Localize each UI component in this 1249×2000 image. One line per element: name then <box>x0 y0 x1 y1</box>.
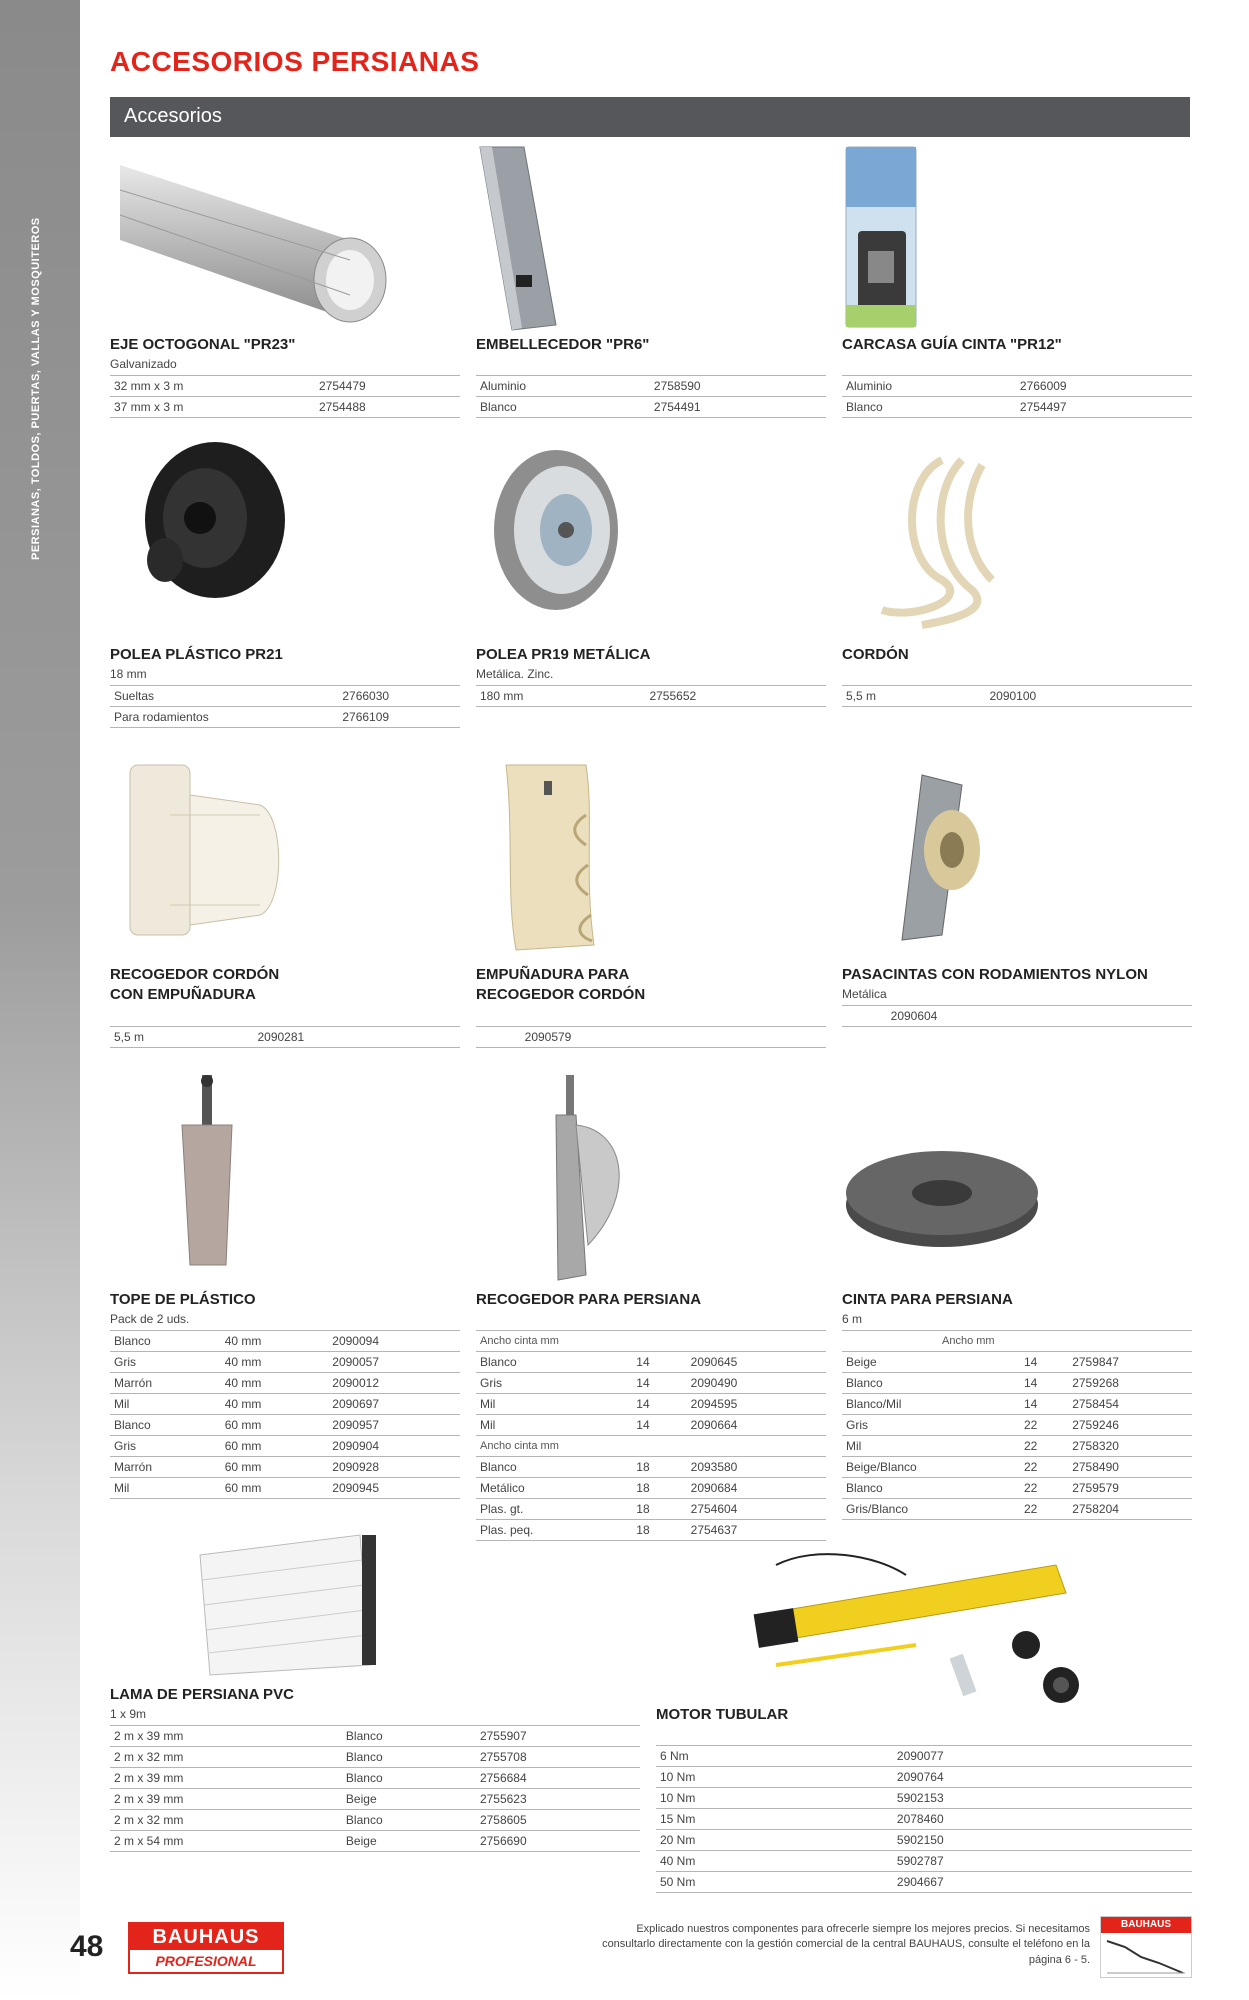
table-row <box>110 1789 640 1810</box>
cell: 2090077 <box>893 1746 1192 1767</box>
plastic-pulley-icon <box>110 440 410 645</box>
product-subtitle <box>110 1008 460 1022</box>
cell: Marrón <box>110 1457 221 1478</box>
product-name: EJE OCTOGONAL "PR23" <box>110 336 296 353</box>
strap-roll-icon <box>842 1075 1142 1290</box>
table-row <box>842 1006 1192 1027</box>
table-row <box>110 1394 460 1415</box>
table-row <box>476 686 826 707</box>
product-cordon <box>842 440 1192 707</box>
cell: 2754491 <box>650 397 826 418</box>
cell: 18 <box>632 1520 686 1541</box>
cell: Marrón <box>110 1373 221 1394</box>
cell: 40 mm <box>221 1352 329 1373</box>
table-row <box>110 1768 640 1789</box>
cell: 2 m x 39 mm <box>110 1789 342 1810</box>
product-subtitle: Metálica <box>842 987 887 1002</box>
footer-note: Explicado nuestros componentes para ofrecerle siempre los mejores precios. Si necesitamos consultarlo directamente con la gestión comercial de la central BAUHAUS, consulte el teléfono en la página 6 - 5. <box>602 1923 1090 1966</box>
cell: 18 <box>632 1457 686 1478</box>
product-embellecedor <box>476 145 826 418</box>
product-image <box>110 1075 460 1290</box>
cell: 14 <box>632 1373 686 1394</box>
cell: Gris <box>476 1373 632 1394</box>
cell: Ancho mm <box>842 1331 1192 1352</box>
product-image <box>656 1545 1192 1705</box>
cell: 2759246 <box>1068 1415 1192 1436</box>
product-polea-plastico <box>110 440 460 728</box>
cell: 2094595 <box>687 1394 826 1415</box>
product-table <box>842 1005 1192 1027</box>
table-row <box>476 1026 826 1047</box>
cell: Gris <box>842 1415 1020 1436</box>
table-row <box>476 1457 826 1478</box>
table-row <box>110 1831 640 1852</box>
table-row <box>110 1026 460 1047</box>
cell: Beige <box>342 1831 476 1852</box>
brand-logo <box>128 1922 284 1974</box>
table-row <box>476 1373 826 1394</box>
product-image <box>842 440 1192 645</box>
cell: 2754488 <box>315 397 460 418</box>
cell: 2090645 <box>687 1352 826 1373</box>
cell: 2754497 <box>1016 397 1192 418</box>
cell: 2756690 <box>476 1831 640 1852</box>
cell: Para rodamientos <box>110 707 338 728</box>
product-tope-plastico <box>110 1075 460 1499</box>
cell: 2766030 <box>338 686 460 707</box>
product-carcasa <box>842 145 1192 418</box>
product-motor-tubular <box>656 1545 1192 1893</box>
table-row <box>656 1767 1192 1788</box>
price-chart-icon <box>1101 1933 1191 1977</box>
corner-logo <box>1100 1916 1192 1978</box>
product-subtitle <box>656 1727 1192 1741</box>
cell: Sueltas <box>110 686 338 707</box>
table-row <box>110 1747 640 1768</box>
cell: 2759579 <box>1068 1478 1192 1499</box>
cell: 22 <box>1020 1457 1068 1478</box>
cell: 14 <box>632 1415 686 1436</box>
cell: 2759268 <box>1068 1373 1192 1394</box>
cell: 2090094 <box>328 1331 460 1352</box>
table-row <box>842 1373 1192 1394</box>
product-table <box>842 1330 1192 1520</box>
table-row <box>842 1478 1192 1499</box>
cell: 2090281 <box>253 1026 460 1047</box>
table-row <box>842 1415 1192 1436</box>
product-image <box>476 1075 826 1290</box>
table-row <box>656 1746 1192 1767</box>
product-empunadura <box>476 755 826 1048</box>
cell: Blanco <box>342 1747 476 1768</box>
cell: Beige <box>342 1789 476 1810</box>
product-table <box>110 685 460 728</box>
page-number: 48 <box>70 1930 104 1963</box>
cell: 2090604 <box>887 1006 1192 1027</box>
cell <box>842 1006 887 1027</box>
cell: Ancho cinta mm <box>476 1331 826 1352</box>
cell: Gris <box>110 1352 221 1373</box>
cell: 5,5 m <box>110 1026 253 1047</box>
table-row <box>842 397 1192 418</box>
table-row <box>656 1851 1192 1872</box>
cell: 2755652 <box>645 686 826 707</box>
cell: 22 <box>1020 1415 1068 1436</box>
product-table <box>110 1725 640 1852</box>
table-row <box>476 397 826 418</box>
cell: 15 Nm <box>656 1809 893 1830</box>
cell: 60 mm <box>221 1478 329 1499</box>
product-name: POLEA PR19 METÁLICA <box>476 646 651 663</box>
product-subtitle <box>476 1008 826 1022</box>
product-table <box>110 1026 460 1048</box>
product-table <box>842 375 1192 418</box>
cell: 14 <box>1020 1352 1068 1373</box>
cell: 2090764 <box>893 1767 1192 1788</box>
cell: 10 Nm <box>656 1767 893 1788</box>
table-row <box>476 1352 826 1373</box>
cell: 2 m x 32 mm <box>110 1747 342 1768</box>
product-subtitle: Galvanizado <box>110 357 177 372</box>
cell: 22 <box>1020 1436 1068 1457</box>
cell: 10 Nm <box>656 1788 893 1809</box>
table-row <box>476 1499 826 1520</box>
cell: 22 <box>1020 1499 1068 1520</box>
cell: Beige <box>842 1352 1020 1373</box>
table-row <box>842 686 1192 707</box>
page-title: ACCESORIOS PERSIANAS <box>110 46 480 77</box>
cell: Blanco <box>110 1331 221 1352</box>
product-image <box>842 1075 1192 1290</box>
cell: 60 mm <box>221 1457 329 1478</box>
section-header <box>110 97 1190 137</box>
cell: Aluminio <box>842 376 1016 397</box>
product-table <box>110 375 460 418</box>
table-header <box>842 1331 1192 1352</box>
cell: 2090100 <box>985 686 1192 707</box>
cell: 2766009 <box>1016 376 1192 397</box>
cell: 2758204 <box>1068 1499 1192 1520</box>
table-row <box>842 1499 1192 1520</box>
strap-winder-icon <box>476 1075 776 1290</box>
product-name: EMPUÑADURA PARA RECOGEDOR CORDÓN <box>476 966 646 1004</box>
cell: 40 mm <box>221 1373 329 1394</box>
table-row <box>110 1478 460 1499</box>
cell: 2093580 <box>687 1457 826 1478</box>
metal-pulley-icon <box>476 440 776 645</box>
cell: 2090697 <box>328 1394 460 1415</box>
product-name: CORDÓN <box>842 646 909 663</box>
cell: 2754637 <box>687 1520 826 1541</box>
cord-icon <box>842 440 1142 645</box>
cell: 2758590 <box>650 376 826 397</box>
cell: 2754604 <box>687 1499 826 1520</box>
cell: 180 mm <box>476 686 645 707</box>
table-row <box>656 1830 1192 1851</box>
table-header <box>476 1436 826 1457</box>
table-row <box>110 707 460 728</box>
product-name: TOPE DE PLÁSTICO <box>110 1291 256 1308</box>
tubular-motor-icon <box>656 1545 1192 1705</box>
cell: 2758320 <box>1068 1436 1192 1457</box>
section-title: Accesorios <box>124 105 222 127</box>
table-row <box>110 397 460 418</box>
product-name: MOTOR TUBULAR <box>656 1706 789 1723</box>
cell: Plas. gt. <box>476 1499 632 1520</box>
cell: 2756684 <box>476 1768 640 1789</box>
cell: Blanco <box>342 1768 476 1789</box>
cell: 2090957 <box>328 1415 460 1436</box>
cell: 2766109 <box>338 707 460 728</box>
product-recogedor-cordon <box>110 755 460 1048</box>
corner-logo-label: BAUHAUS <box>1101 1917 1191 1933</box>
product-subtitle <box>476 1312 826 1326</box>
cell: 14 <box>632 1394 686 1415</box>
table-row <box>656 1788 1192 1809</box>
plastic-stop-icon <box>110 1075 410 1290</box>
brand-logo-bottom: PROFESIONAL <box>130 1950 282 1972</box>
cell: 2 m x 39 mm <box>110 1726 342 1747</box>
product-image <box>110 440 460 645</box>
table-row <box>110 1415 460 1436</box>
cell: Blanco <box>842 1478 1020 1499</box>
cell: Mil <box>476 1415 632 1436</box>
cell: 60 mm <box>221 1436 329 1457</box>
table-header <box>476 1331 826 1352</box>
table-row <box>842 1457 1192 1478</box>
table-row <box>110 1810 640 1831</box>
cell: Mil <box>476 1394 632 1415</box>
product-subtitle: 6 m <box>842 1312 863 1327</box>
product-table <box>476 375 826 418</box>
cell: 32 mm x 3 m <box>110 376 315 397</box>
strap-roller-icon <box>842 755 1142 965</box>
table-row <box>476 1394 826 1415</box>
cell: Mil <box>110 1478 221 1499</box>
product-image <box>842 145 1192 335</box>
cell: 37 mm x 3 m <box>110 397 315 418</box>
cell: 40 mm <box>221 1331 329 1352</box>
cell: 18 <box>632 1499 686 1520</box>
product-table <box>476 1330 826 1541</box>
cell: 50 Nm <box>656 1872 893 1893</box>
cell: Blanco <box>842 397 1016 418</box>
cell <box>476 1026 521 1047</box>
product-name: POLEA PLÁSTICO PR21 <box>110 646 283 663</box>
cell: Plas. peq. <box>476 1520 632 1541</box>
cell: 2090057 <box>328 1352 460 1373</box>
product-name: CARCASA GUÍA CINTA "PR12" <box>842 336 1062 353</box>
handle-grip-icon <box>476 755 776 965</box>
cord-winder-icon <box>110 755 410 965</box>
product-subtitle: 1 x 9m <box>110 1707 147 1722</box>
cell: 2758454 <box>1068 1394 1192 1415</box>
product-subtitle <box>842 357 1192 371</box>
product-table <box>110 1330 460 1499</box>
product-subtitle: Pack de 2 uds. <box>110 1312 190 1327</box>
cell: 18 <box>632 1478 686 1499</box>
cell: 40 Nm <box>656 1851 893 1872</box>
cell: 2090664 <box>687 1415 826 1436</box>
product-cinta-persiana <box>842 1075 1192 1520</box>
cell: 5902153 <box>893 1788 1192 1809</box>
cell: 2090012 <box>328 1373 460 1394</box>
table-row <box>476 1415 826 1436</box>
product-name: CINTA PARA PERSIANA <box>842 1291 1013 1308</box>
cell: 2754479 <box>315 376 460 397</box>
table-row <box>842 1394 1192 1415</box>
table-row <box>110 1726 640 1747</box>
product-subtitle <box>842 667 1192 681</box>
table-row <box>110 1352 460 1373</box>
product-lama-persiana <box>110 1525 640 1852</box>
cell: 2904667 <box>893 1872 1192 1893</box>
product-image <box>842 755 1192 965</box>
product-table <box>476 685 826 707</box>
cell: 2755623 <box>476 1789 640 1810</box>
product-eje-octogonal <box>110 145 460 418</box>
table-row <box>110 1457 460 1478</box>
product-recogedor-persiana <box>476 1075 826 1541</box>
cell: Blanco <box>476 397 650 418</box>
cell: 2090945 <box>328 1478 460 1499</box>
cell: 2090579 <box>521 1026 826 1047</box>
product-subtitle: 18 mm <box>110 667 147 682</box>
cell: 2755708 <box>476 1747 640 1768</box>
cell: Aluminio <box>476 376 650 397</box>
pvc-slat-icon <box>110 1525 640 1685</box>
cell: 14 <box>632 1352 686 1373</box>
product-image <box>110 145 460 335</box>
product-image <box>476 440 826 645</box>
product-image <box>110 1525 640 1685</box>
cell: Blanco <box>476 1457 632 1478</box>
brand-logo-top: BAUHAUS <box>152 1926 260 1948</box>
table-row <box>110 1373 460 1394</box>
product-table <box>842 685 1192 707</box>
cell: Blanco <box>110 1415 221 1436</box>
product-name: EMBELLECEDOR "PR6" <box>476 336 650 353</box>
cell: 5902787 <box>893 1851 1192 1872</box>
cell: Blanco <box>842 1373 1020 1394</box>
product-subtitle <box>476 357 826 371</box>
cell: 14 <box>1020 1394 1068 1415</box>
product-name: PASACINTAS CON RODAMIENTOS NYLON <box>842 966 1148 983</box>
table-row <box>842 1352 1192 1373</box>
cell: Ancho cinta mm <box>476 1436 826 1457</box>
cell: Blanco <box>342 1810 476 1831</box>
cell: 2759847 <box>1068 1352 1192 1373</box>
cell: Gris/Blanco <box>842 1499 1020 1520</box>
table-row <box>656 1809 1192 1830</box>
cell: 5,5 m <box>842 686 985 707</box>
product-name: RECOGEDOR PARA PERSIANA <box>476 1291 702 1308</box>
cell: Gris <box>110 1436 221 1457</box>
axle-tube-icon <box>110 145 410 335</box>
cell: 2755907 <box>476 1726 640 1747</box>
cell: 14 <box>1020 1373 1068 1394</box>
product-name: RECOGEDOR CORDÓN CON EMPUÑADURA <box>110 966 280 1004</box>
product-table <box>476 1026 826 1048</box>
cell: 20 Nm <box>656 1830 893 1851</box>
cell: Blanco/Mil <box>842 1394 1020 1415</box>
table-row <box>476 1478 826 1499</box>
table-row <box>842 1436 1192 1457</box>
cell: 5902150 <box>893 1830 1192 1851</box>
cell: 60 mm <box>221 1415 329 1436</box>
product-pasacintas <box>842 755 1192 1027</box>
table-row <box>476 376 826 397</box>
cell: 40 mm <box>221 1394 329 1415</box>
cell: 6 Nm <box>656 1746 893 1767</box>
cell: 2758490 <box>1068 1457 1192 1478</box>
product-subtitle: Metálica. Zinc. <box>476 667 554 682</box>
table-row <box>656 1872 1192 1893</box>
cell: Blanco <box>476 1352 632 1373</box>
strap-guide-icon <box>842 145 1142 335</box>
cell: 2 m x 32 mm <box>110 1810 342 1831</box>
cell: 2 m x 54 mm <box>110 1831 342 1852</box>
cell: 2078460 <box>893 1809 1192 1830</box>
product-image <box>476 145 826 335</box>
cell: 2090684 <box>687 1478 826 1499</box>
table-row <box>842 376 1192 397</box>
cover-plate-icon <box>476 145 776 335</box>
cell: 2090490 <box>687 1373 826 1394</box>
side-strip-label: PERSIANAS, TOLDOS, PUERTAS, VALLAS Y MOSQUITEROS <box>30 217 42 560</box>
table-row <box>110 686 460 707</box>
table-row <box>110 1436 460 1457</box>
product-polea-metalica <box>476 440 826 707</box>
cell: 2 m x 39 mm <box>110 1768 342 1789</box>
cell: Mil <box>842 1436 1020 1457</box>
product-name: LAMA DE PERSIANA PVC <box>110 1686 294 1703</box>
cell: 2758605 <box>476 1810 640 1831</box>
product-image <box>110 755 460 965</box>
cell: Blanco <box>342 1726 476 1747</box>
cell: Beige/Blanco <box>842 1457 1020 1478</box>
cell: 22 <box>1020 1478 1068 1499</box>
cell: 2090904 <box>328 1436 460 1457</box>
table-row <box>110 1331 460 1352</box>
cell: Metálico <box>476 1478 632 1499</box>
table-row <box>110 376 460 397</box>
cell: Mil <box>110 1394 221 1415</box>
product-table <box>656 1745 1192 1893</box>
cell: 2090928 <box>328 1457 460 1478</box>
product-image <box>476 755 826 965</box>
side-strip <box>0 0 80 2000</box>
